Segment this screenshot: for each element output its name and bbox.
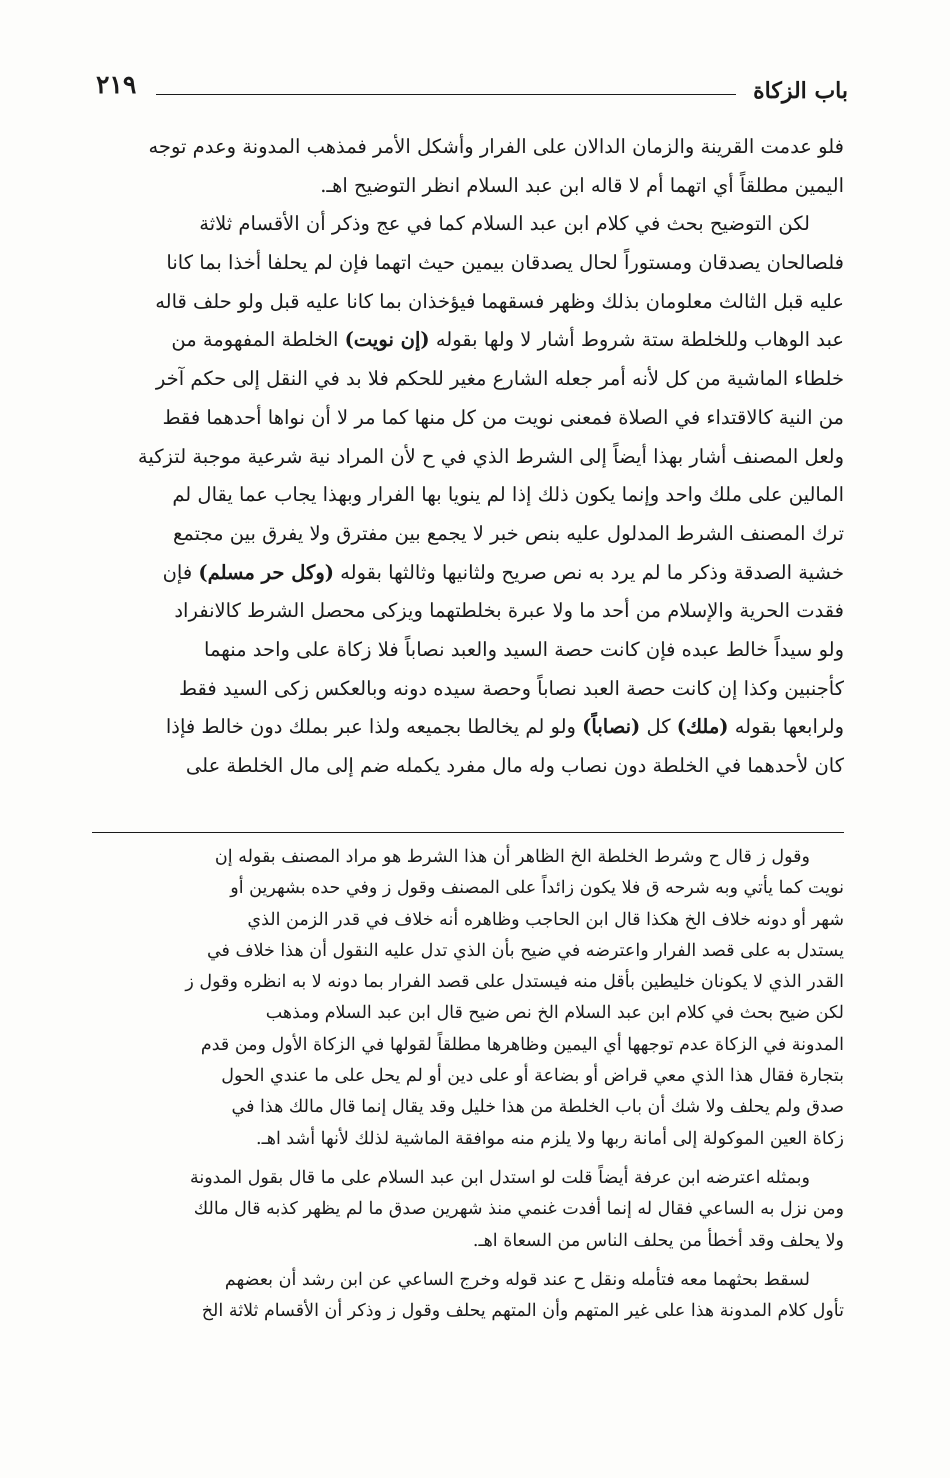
- footnote-line: ولا يحلف وقد أخطأ من يحلف الناس من السعاة اهـ.: [472, 1230, 844, 1251]
- text-line: من النية كالاقتداء في الصلاة فمعنى نويت من كل منها كما مر لا أن نواها أحدهما فقط: [162, 405, 844, 429]
- footnote-line: نويت كما يأتي وبه شرحه ق فلا يكون زائداً على المصنف وقول ز وفي حده بشهرين أو: [230, 878, 844, 899]
- text-line: فلصالحان يصدقان ومستوراً لحال يصدقان بيمين حيث اتهما فإن لم يحلفا أخذا بما كانا: [166, 251, 844, 275]
- text-line: ولو سيداً خالط عبده فإن كانت حصة السيد والعبد نصاباً فلا زكاة على واحد منهما: [204, 637, 844, 661]
- text-line: اليمين مطلقاً أي اتهما أم لا قاله ابن عبد السلام انظر التوضيح اهـ.: [320, 173, 844, 197]
- text-line: فلو عدمت القرينة والزمان الدالان على الفرار وأشكل الأمر فمذهب المدونة وعدم توجه: [148, 135, 844, 158]
- footnote-separator: [92, 832, 844, 833]
- footnote-line: صدق ولم يحلف ولا شك أن باب الخلطة من هذا خليل وقد يقال إنما قال مالك هذا في: [231, 1097, 844, 1118]
- text-line: كأجنبين وكذا إن كانت حصة العبد نصاباً وحصة سيده دونه وبالعكس زكى السيد فقط: [179, 676, 844, 700]
- text-run: خشية الصدقة وذكر ما لم يرد به نص صريح ولثانيها وثالثها بقوله: [333, 560, 844, 584]
- footnote-line: المدونة في الزكاة عدم توجهها أي اليمين وظاهرها مطلقاً لقولها في الزكاة الأول ومن قدم: [200, 1034, 844, 1055]
- text-line: فقدت الحرية والإسلام من أحد ما ولا عبرة بخلطتهما ويزكى محصل الشرط كالانفراد: [174, 599, 844, 623]
- matn-quote: (نصاباً): [582, 715, 641, 739]
- page-header: [92, 64, 848, 108]
- text-line: عليه قبل الثالث معلومان بذلك وظهر فسقهما فيؤخذان بما كانا عليه قبل ولو حلف قاله: [155, 289, 844, 313]
- text-line: [92, 554, 844, 593]
- text-line: ولعل المصنف أشار بهذا أيضاً إلى الشرط الذي في ح لأن المراد نية شرعية موجبة لتزكية: [137, 444, 844, 468]
- text-run: ولو لم يخالطا بجميعه ولذا عبر بملك دون خالط فإذا: [165, 715, 583, 739]
- footnote-gap: [92, 1257, 844, 1265]
- text-line: ترك المصنف الشرط المدلول عليه بنص خبر لا يجمع بين مفترق ولا يفرق بين مجتمع: [172, 521, 844, 545]
- text-run: ولرابعها بقوله: [728, 715, 844, 739]
- matn-quote: (إن نويت): [344, 328, 430, 352]
- text-line: خلطاء الماشية من كل لأنه أمر جعله الشارع مغير للحكم فلا بد في النقل إلى حكم آخر: [155, 367, 844, 391]
- main-text: [92, 128, 844, 786]
- matn-quote: (وكل حر مسلم): [198, 560, 334, 584]
- matn-quote: (ملك): [676, 715, 729, 739]
- footnote-line: وبمثله اعترضه ابن عرفة أيضاً قلت لو استدل ابن عبد السلام على ما قال بقول المدونة: [189, 1167, 810, 1188]
- footnote-line: شهر أو دونه خلاف الخ هكذا قال ابن الحاجب وظاهره أنه خلاف في قدر الزمن الذي: [247, 909, 844, 930]
- text-line: المالين على ملك واحد وإنما يكون ذلك إذا لم ينويا بها الفرار وبهذا يجاب عما يقال لم: [172, 483, 844, 507]
- footnotes: [92, 842, 844, 1327]
- text-line: [92, 708, 844, 747]
- footnote-line: بتجارة فقال هذا الذي معي قراض أو بضاعة أو على دين أو لم يحل على ما عندي الحول: [221, 1066, 844, 1087]
- chapter-title: باب الزكاة: [753, 78, 848, 104]
- footnote-line: يستدل به على قصد الفرار واعترضه في ضيح بأن الذي تدل عليه النقول أن هذا خلاف في: [206, 940, 844, 961]
- text-run: الخلطة المفهومة من: [171, 328, 345, 352]
- footnote-gap: [92, 1155, 844, 1163]
- footnote-line: ومن نزل به الساعي فقال له إنما أفدت غنمي منذ شهرين صدق ما لم يظهر كذبه قال مالك: [193, 1199, 844, 1220]
- text-run: كل: [640, 715, 677, 739]
- footnote-line: لكن ضيح بحث في كلام ابن عبد السلام الخ نص ضيح قال ابن عبد السلام ومذهب: [265, 1003, 844, 1024]
- text-line: لكن التوضيح بحث في كلام ابن عبد السلام كما في عج وذكر أن الأقسام ثلاثة: [199, 212, 810, 236]
- footnote-line: القدر الذي لا يكونان خليطين بأقل منه فيستدل على قصد الفرار بما دونه لا به انظره وقول ز: [185, 972, 844, 993]
- page-number: ٢١٩: [96, 70, 137, 99]
- footnote-line: لسقط بحثهما معه فتأمله ونقل ح عند قوله وخرج الساعي عن ابن رشد أن بعضهم: [224, 1269, 810, 1290]
- text-run: عبد الوهاب وللخلطة ستة شروط أشار لا ولها بقوله: [429, 328, 844, 352]
- text-run: فإن: [162, 560, 199, 584]
- text-line: كان لأحدهما في الخلطة دون نصاب وله مال مفرد يكمله ضم إلى مال الخلطة على: [185, 754, 844, 777]
- footnote-line: تأول كلام المدونة هذا على غير المتهم وأن المتهم يحلف وقول ز وذكر أن الأقسام ثلاثة الخ: [201, 1301, 844, 1322]
- text-line: [92, 321, 844, 360]
- footnote-line: زكاة العين الموكولة إلى أمانة ربها ولا يلزم منه موافقة الماشية لذلك لأنها أشد اهـ.: [256, 1128, 844, 1149]
- header-rule: [156, 94, 736, 95]
- footnote-line: وقول ز قال ح وشرط الخلطة الخ الظاهر أن هذا الشرط هو مراد المصنف بقوله إن: [214, 847, 810, 867]
